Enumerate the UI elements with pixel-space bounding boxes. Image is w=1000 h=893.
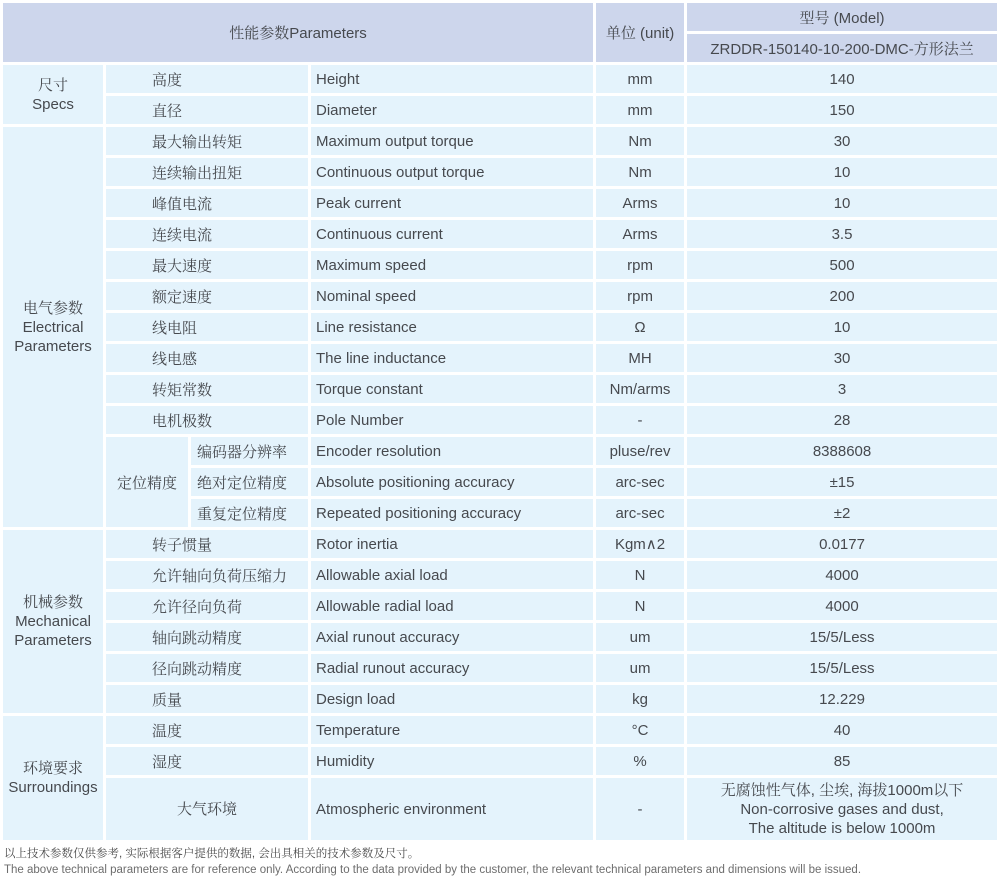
table-row (3, 406, 997, 434)
param-en-label: Rotor inertia (311, 530, 593, 558)
unit-cell: Arms (596, 220, 684, 248)
table-row (3, 65, 997, 93)
unit-cell: um (596, 654, 684, 682)
value-cell: 10 (687, 189, 997, 217)
unit-cell: Arms (596, 189, 684, 217)
group-label-en: Electrical Parameters (14, 318, 92, 355)
param-en-label: Atmospheric environment (311, 778, 593, 840)
table-row (3, 344, 997, 372)
group-label-cn: 电气参数 (22, 299, 83, 317)
param-en-label: Maximum output torque (311, 127, 593, 155)
group-label-cn: 环境要求 (22, 760, 83, 777)
param-en-label: Height (311, 65, 593, 93)
table-row (3, 530, 997, 558)
param-en-label: Maximum speed (311, 251, 593, 279)
group-label-en: Surroundings (8, 779, 98, 796)
table-row (3, 437, 997, 465)
value-cell (687, 778, 997, 840)
value-cell: 30 (687, 344, 997, 372)
unit-cell: rpm (596, 282, 684, 310)
param-en-label: Torque constant (311, 375, 593, 403)
footnote-cn: 以上技术参数仅供参考, 实际根据客户提供的数据, 会出具相关的技术参数及尺寸。 (4, 848, 420, 860)
value-cell: 12.229 (687, 685, 997, 713)
unit-cell: pluse/rev (596, 437, 684, 465)
value-cell: 3 (687, 375, 997, 403)
param-en-label: Radial runout accuracy (311, 654, 593, 682)
value-line: The altitude is below 1000m (748, 819, 936, 837)
param-cn-label: 最大输出转矩 (106, 127, 308, 155)
value-cell: 500 (687, 251, 997, 279)
param-en-label: Allowable axial load (311, 561, 593, 589)
param-cn-label: 温度 (106, 716, 308, 744)
param-en-label: Nominal speed (311, 282, 593, 310)
unit-cell: arc-sec (596, 468, 684, 496)
value-cell: 10 (687, 313, 997, 341)
table-row (3, 592, 997, 620)
param-cn-label: 允许径向负荷 (106, 592, 308, 620)
footnote-en: The above technical parameters are for reference only. According to the data provided by the customer, the relevant technical parameters and dimensions will be issued. (4, 864, 862, 876)
unit-cell: Ω (596, 313, 684, 341)
unit-cell: Nm (596, 127, 684, 155)
table-row (3, 220, 997, 248)
value-cell: 3.5 (687, 220, 997, 248)
param-cn-label: 最大速度 (106, 251, 308, 279)
group-label-en: Specs (32, 95, 74, 113)
unit-cell: °C (596, 716, 684, 744)
value-cell: 85 (687, 747, 997, 775)
unit-cell: N (596, 561, 684, 589)
param-en-label: Peak current (311, 189, 593, 217)
value-cell: 30 (687, 127, 997, 155)
param-en-label: Humidity (311, 747, 593, 775)
param-cn-label: 径向跳动精度 (106, 654, 308, 682)
param-en-label: Design load (311, 685, 593, 713)
unit-cell: Nm/arms (596, 375, 684, 403)
param-en-label: Continuous current (311, 220, 593, 248)
param-cn-label: 大气环境 (106, 778, 308, 840)
unit-cell: um (596, 623, 684, 651)
unit-cell: - (596, 778, 684, 840)
model-header: 型号 (Model) (687, 3, 997, 31)
unit-cell: kg (596, 685, 684, 713)
param-en-label: The line inductance (311, 344, 593, 372)
table-row (3, 778, 997, 840)
group-label-cn: 机械参数 (22, 594, 83, 611)
table-row (3, 561, 997, 589)
unit-cell: arc-sec (596, 499, 684, 527)
param-en-label: Axial runout accuracy (311, 623, 593, 651)
footnote (4, 846, 1000, 878)
table-row (3, 158, 997, 186)
param-cn-label: 连续电流 (106, 220, 308, 248)
table-row (3, 623, 997, 651)
value-cell: ±15 (687, 468, 997, 496)
param-en-label: Allowable radial load (311, 592, 593, 620)
param-cn-label: 转子惯量 (106, 530, 308, 558)
table-row (3, 685, 997, 713)
param-cn-label: 峰值电流 (106, 189, 308, 217)
value-cell: 8388608 (687, 437, 997, 465)
value-cell: 40 (687, 716, 997, 744)
model-value: ZRDDR-150140-10-200-DMC-方形法兰 (687, 34, 997, 62)
param-en-label: Temperature (311, 716, 593, 744)
value-cell: 15/5/Less (687, 654, 997, 682)
parameters-header: 性能参数Parameters (3, 3, 593, 62)
table-row (3, 313, 997, 341)
param-en-label: Continuous output torque (311, 158, 593, 186)
param-cn-label: 湿度 (106, 747, 308, 775)
table-row (3, 127, 997, 155)
unit-cell: mm (596, 96, 684, 124)
value-cell: 10 (687, 158, 997, 186)
unit-cell: - (596, 406, 684, 434)
param-en-label: Diameter (311, 96, 593, 124)
param-cn-label: 线电阻 (106, 313, 308, 341)
value-cell: ±2 (687, 499, 997, 527)
group-label-cn: 尺寸 (37, 76, 68, 94)
table-row (3, 251, 997, 279)
param-cn-label: 质量 (106, 685, 308, 713)
group-label-en: Mechanical Parameters (14, 613, 92, 649)
table-row (3, 375, 997, 403)
positioning-accuracy-label: 定位精度 (106, 437, 188, 527)
table-row (3, 747, 997, 775)
group-cell-specs (3, 65, 103, 124)
value-cell: 28 (687, 406, 997, 434)
table-header-row (3, 3, 997, 31)
param-cn-label: 连续输出扭矩 (106, 158, 308, 186)
unit-cell: rpm (596, 251, 684, 279)
table-row (3, 96, 997, 124)
unit-cell: MH (596, 344, 684, 372)
value-cell: 4000 (687, 592, 997, 620)
unit-cell: % (596, 747, 684, 775)
value-cell: 150 (687, 96, 997, 124)
param-en-label: Pole Number (311, 406, 593, 434)
value-cell: 15/5/Less (687, 623, 997, 651)
group-cell-surroundings (3, 716, 103, 840)
param-cn-label: 电机极数 (106, 406, 308, 434)
param-en-label: Absolute positioning accuracy (311, 468, 593, 496)
param-cn-label: 转矩常数 (106, 375, 308, 403)
unit-header: 单位 (unit) (596, 3, 684, 62)
param-cn-label: 重复定位精度 (191, 499, 308, 527)
value-line: Non-corrosive gases and dust, (740, 800, 944, 818)
param-cn-label: 轴向跳动精度 (106, 623, 308, 651)
table-row (3, 189, 997, 217)
unit-cell: Nm (596, 158, 684, 186)
param-cn-label: 允许轴向负荷压缩力 (106, 561, 308, 589)
value-cell: 0.0177 (687, 530, 997, 558)
value-line: 无腐蚀性气体, 尘埃, 海拔1000m以下 (720, 781, 964, 799)
table-row (3, 716, 997, 744)
unit-cell: N (596, 592, 684, 620)
unit-cell: mm (596, 65, 684, 93)
table-row (3, 654, 997, 682)
value-cell: 4000 (687, 561, 997, 589)
param-en-label: Encoder resolution (311, 437, 593, 465)
unit-cell: Kgm∧2 (596, 530, 684, 558)
param-en-label: Line resistance (311, 313, 593, 341)
value-cell: 140 (687, 65, 997, 93)
param-cn-label: 高度 (106, 65, 308, 93)
value-cell: 200 (687, 282, 997, 310)
group-cell-electrical (3, 127, 103, 527)
param-cn-label: 线电感 (106, 344, 308, 372)
param-cn-label: 额定速度 (106, 282, 308, 310)
param-en-label: Repeated positioning accuracy (311, 499, 593, 527)
param-cn-label: 编码器分辨率 (191, 437, 308, 465)
param-cn-label: 直径 (106, 96, 308, 124)
group-cell-mechanical (3, 530, 103, 713)
table-row (3, 282, 997, 310)
param-cn-label: 绝对定位精度 (191, 468, 308, 496)
